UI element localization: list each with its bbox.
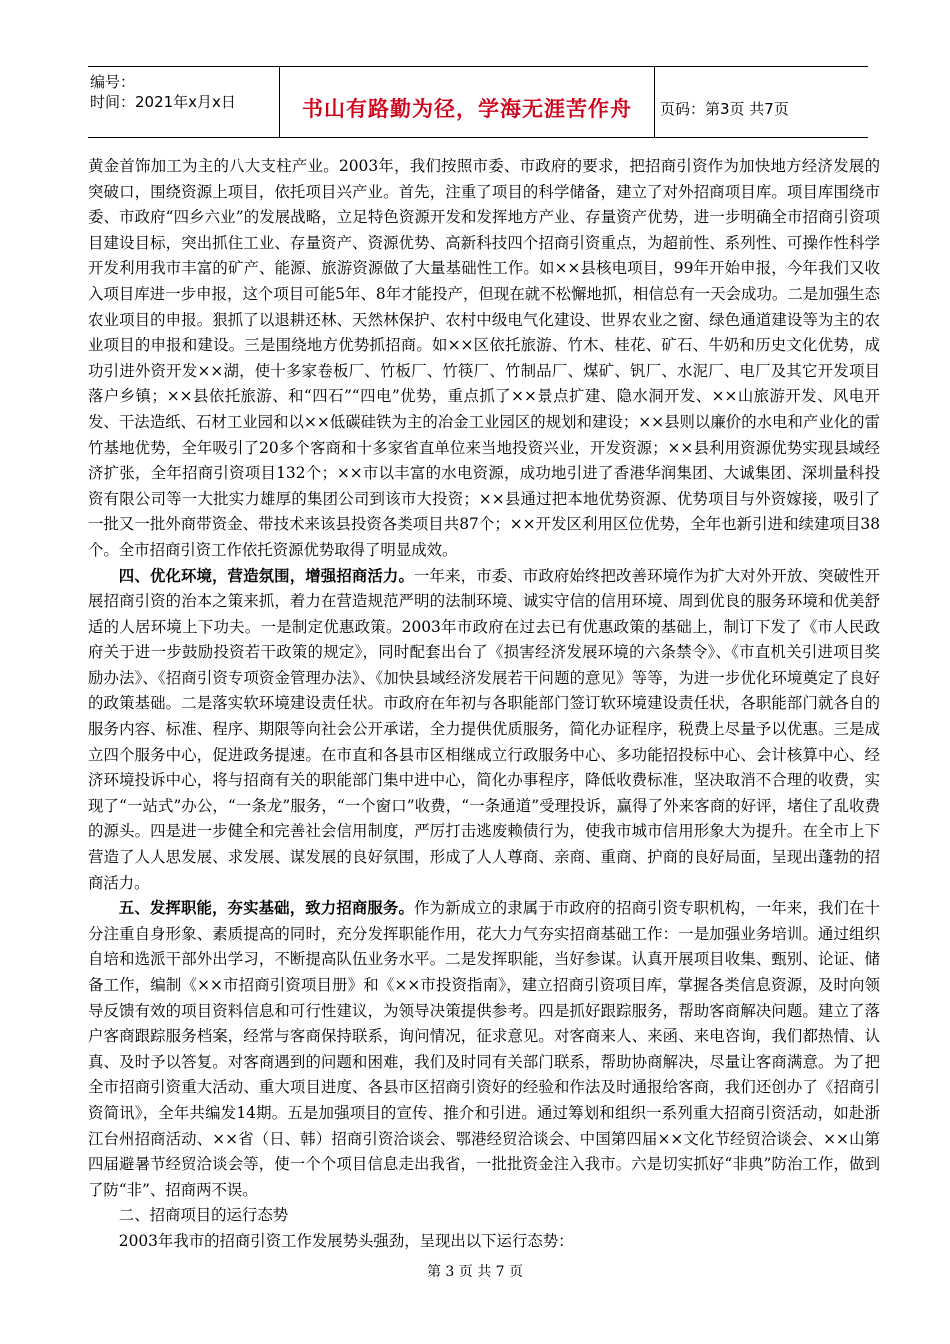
- header-motto: 书山有路勤为径，学海无涯苦作舟: [302, 97, 632, 121]
- document-number: 编号：: [90, 73, 136, 91]
- section-heading: 四、优化环境，营造氛围，增强招商活力。: [118, 566, 415, 585]
- page-header: [88, 66, 868, 138]
- paragraph-text: 一年来，市委、市政府始终把改善环境作为扩大对外开放、突破性开展招商引资的治本之策来抓，着力在营造规范严明的法制环境、诚实守信的信用环境、周到优良的服务环境和优美舒适的人居环境上下功夫。一是制定优惠政策。2003年市政府在过去已有优惠政策的基础上，制订下发了《市人民政府关于进一步鼓励投资若干政策的规定》，同时配套出台了《损害经济发展环境的六条禁令》、《市直机关引进项目奖励办法》、《招商引资专项资金管理办法》、《加快县域经济发展若干问题的意见》等等，为进一步优化环境奠定了良好的政策基础。二是落实软环境建设责任状。市政府在年初与各职能部门签订软环境建设责任状，各职能部门就各自的服务内容、标准、程序、期限等向社会公开承诺，全力提供优质服务，简化办证程序，税费上尽量予以优惠。三是成立四个服务中心，促进政务提速。在市直和各县市区相继成立行政服务中心、多功能招投标中心、会计核算中心、经济环境投诉中心，将与招商有关的职能部门集中进中心，简化办事程序，降低收费标准，坚决取消不合理的收费，实现了“一站式”办公，“一条龙”服务，“一个窗口”收费，“一条通道”受理投诉，赢得了外来客商的好评，堵住了乱收费的源头。四是进一步健全和完善社会信用制度，严厉打击逃废赖债行为，使我市城市信用形象大为提升。在全市上下营造了人人思发展、求发展、谋发展的良好氛围，形成了人人尊商、亲商、重商、护商的良好局面，呈现出蓬勃的招商活力。: [88, 566, 880, 892]
- section-heading: 五、发挥职能，夯实基础，致力招商服务。: [118, 899, 415, 918]
- document-body: [88, 154, 880, 1255]
- paragraph: [88, 564, 880, 897]
- document-date: 时间：2021年x月x日: [90, 93, 236, 111]
- paragraph-text: 作为新成立的隶属于市政府的招商引资专职机构，一年来，我们在十分注重自身形象、素质提高的同时，充分发挥职能作用，花大力气夯实招商基础工作：一是加强业务培训。通过组织自培和选派干部外出学习，不断提高队伍业务水平。二是发挥职能，当好参谋。认真开展项目收集、甄别、论证、储备工作，编制《××市招商引资项目册》和《××市投资指南》，建立招商引资项目库，掌握各类信息资源，及时向领导反馈有效的项目资料信息和可行性建议，为领导决策提供参考。四是抓好跟踪服务，帮助客商解决问题。建立了落户客商跟踪服务档案，经常与客商保持联系，询问情况，征求意见。对客商来人、来函、来电咨询，我们都热情、认真、及时予以答复。对客商遇到的问题和困难，我们及时同有关部门联系，帮助协商解决，尽量让客商满意。为了把全市招商引资重大活动、重大项目进度、各县市区招商引资好的经验和作法及时通报给客商，我们还创办了《招商引资简讯》，全年共编发14期。五是加强项目的宣传、推介和引进。通过筹划和组织一系列重大招商引资活动，如赴浙江台州招商活动、××省（日、韩）招商引资洽谈会、鄂港经贸洽谈会、中国第四届××文化节经贸洽谈会、××山第四届避暑节经贸洽谈会等，使一个个项目信息走出我省，一批批资金注入我市。六是切实抓好“非典”防治工作，做到了防“非”、招商两不误。: [88, 899, 880, 1199]
- header-meta: [90, 72, 278, 112]
- header-page-count: 页码：第3页 共7页: [660, 99, 789, 118]
- header-divider: [654, 66, 655, 138]
- paragraph: [88, 896, 880, 1203]
- paragraph: 黄金首饰加工为主的八大支柱产业。2003年，我们按照市委、市政府的要求，把招商引资作为加快地方经济发展的突破口，围绕资源上项目，依托项目兴产业。首先，注重了项目的科学储备，建立了对外招商项目库。项目库围绕市委、市政府“四乡六业”的发展战略，立足特色资源开发和发挥地方产业、存量资产优势，进一步明确全市招商引资项目建设目标，突出抓住工业、存量资产、资源优势、高新科技四个招商引资重点，为超前性、系列性、可操作性科学开发利用我市丰富的矿产、能源、旅游资源做了大量基础性工作。如××县核电项目，99年开始申报，今年我们又收入项目库进一步申报，这个项目可能5年、8年才能投产，但现在就不松懈地抓，相信总有一天会成功。二是加强生态农业项目的申报。狠抓了以退耕还林、天然林保护、农村中级电气化建设、世界农业之窗、绿色通道建设等为主的农业项目的申报和建设。三是围绕地方优势抓招商。如××区依托旅游、竹木、桂花、矿石、牛奶和历史文化优势，成功引进外资开发××湖，使十多家卷板厂、竹板厂、竹筷厂、竹制品厂、煤矿、钒厂、水泥厂、电厂及其它开发项目落户乡镇；××县依托旅游、和“四石”“四电”优势，重点抓了××景点扩建、隐水洞开发、××山旅游开发、风电开发、干法造纸、石材工业园和以××低碳硅铁为主的冶金工业园区的规划和建设；××县则以廉价的水电和产业化的雷竹基地优势，全年吸引了20多个客商和十多家省直单位来当地投资兴业，开发资源；××县利用资源优势实现县域经济扩张，全年招商引资项目132个；××市以丰富的水电资源，成功地引进了香港华润集团、大诚集团、深圳量科投资有限公司等一大批实力雄厚的集团公司到该市大投资；××县通过把本地优势资源、优势项目与外资嫁接，吸引了一批又一批外商带资金、带技术来该县投资各类项目共87个；××开发区利用区位优势，全年也新引进和续建项目38个。全市招商引资工作依托资源优势取得了明显成效。: [88, 157, 880, 559]
- page-footer: 第 3 页 共 7 页: [426, 1264, 524, 1280]
- section-title: 二、招商项目的运行态势: [118, 1206, 289, 1225]
- paragraph: 2003年我市的招商引资工作发展势头强劲，呈现出以下运行态势：: [118, 1231, 574, 1250]
